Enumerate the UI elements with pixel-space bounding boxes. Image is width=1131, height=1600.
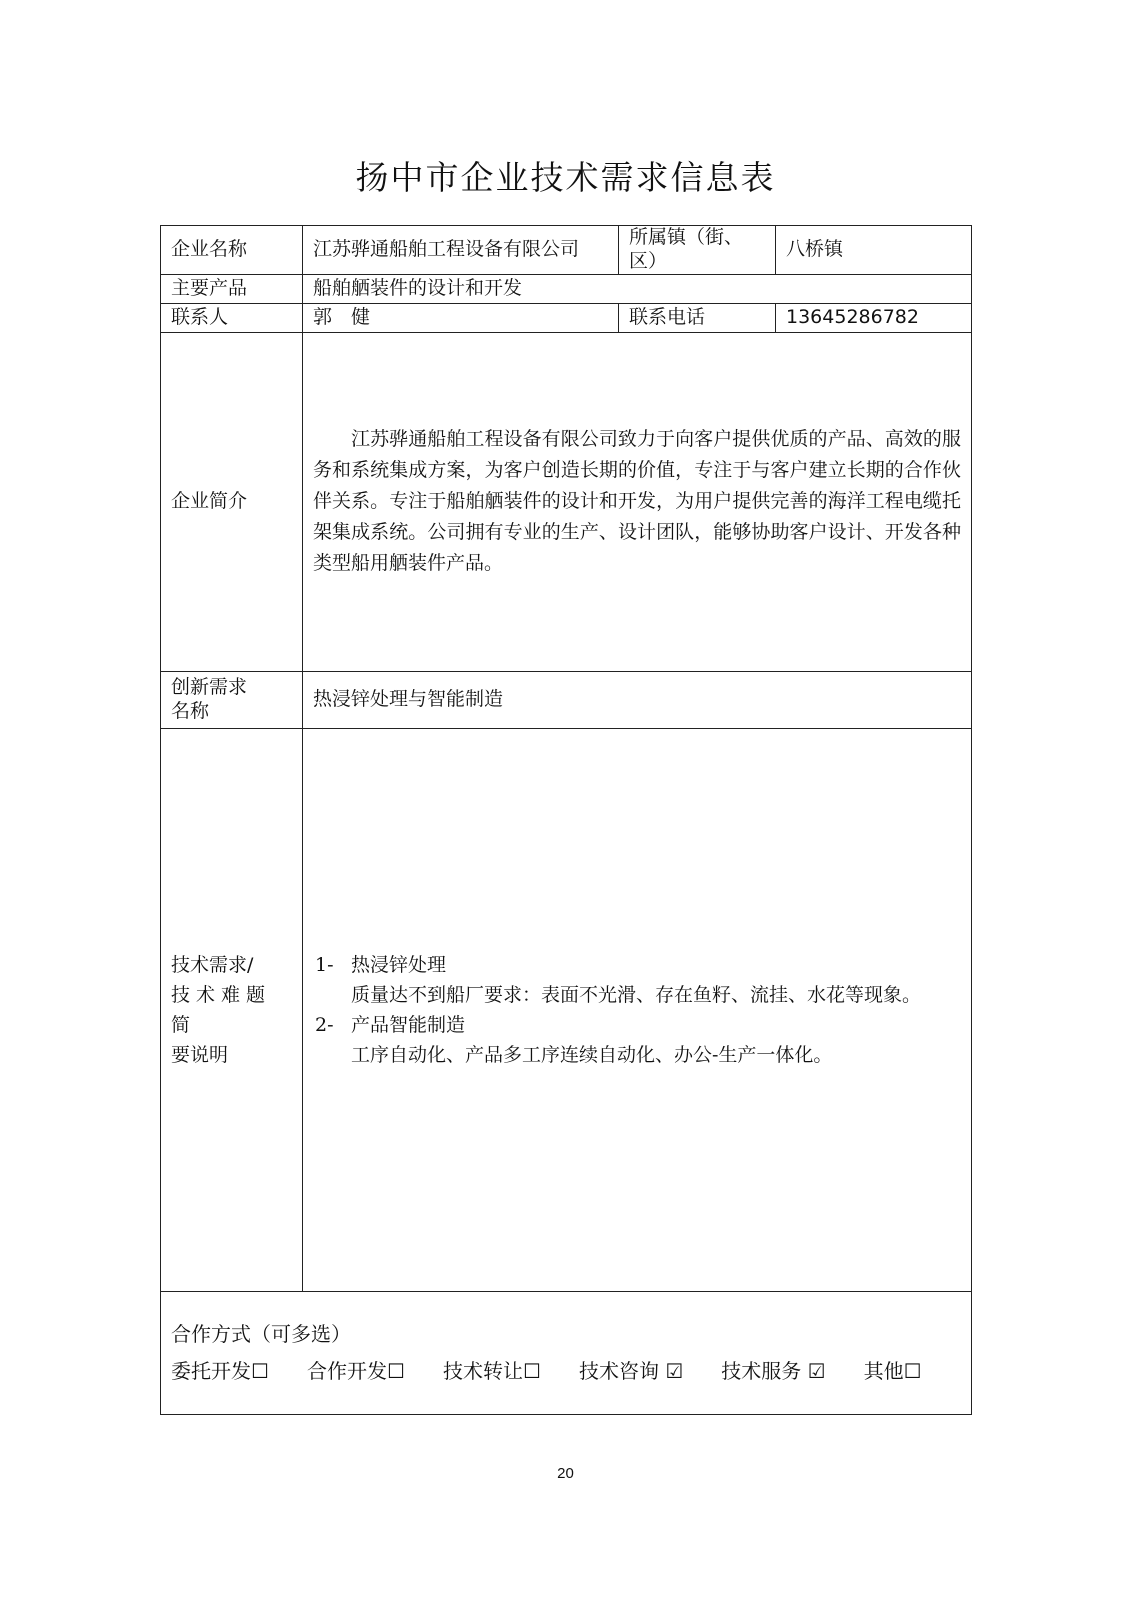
row-intro bbox=[161, 332, 972, 671]
option-label: 技术转让 bbox=[442, 1358, 523, 1383]
row-tech bbox=[161, 728, 972, 1291]
value-main-products: 船舶舾装件的设计和开发 bbox=[303, 274, 972, 303]
tech-item-number: 1- bbox=[315, 953, 334, 976]
value-contact: 郭 健 bbox=[303, 303, 619, 332]
row-cooperation bbox=[161, 1291, 972, 1414]
label-tech-line2: 技术难题简 bbox=[171, 983, 272, 1036]
label-phone: 联系电话 bbox=[619, 303, 776, 332]
checkbox-empty-icon[interactable]: ☐ bbox=[522, 1358, 541, 1383]
label-tech bbox=[161, 728, 303, 1291]
page-number: 20 bbox=[557, 1465, 574, 1482]
label-main-products: 主要产品 bbox=[161, 274, 303, 303]
label-demand-name bbox=[161, 671, 303, 728]
option-tech-service[interactable] bbox=[721, 1359, 825, 1383]
checkbox-empty-icon[interactable]: ☐ bbox=[386, 1358, 405, 1383]
tech-item-title: 产品智能制造 bbox=[351, 1013, 466, 1036]
checkbox-checked-icon[interactable]: ☑ bbox=[665, 1358, 684, 1383]
option-label: 委托开发 bbox=[171, 1358, 251, 1383]
cooperation-cell bbox=[161, 1291, 972, 1414]
checkbox-empty-icon[interactable]: ☐ bbox=[251, 1358, 269, 1383]
checkbox-empty-icon[interactable]: ☐ bbox=[903, 1358, 922, 1383]
option-commissioned-dev[interactable] bbox=[171, 1359, 269, 1383]
row-demand-name bbox=[161, 671, 972, 728]
option-label: 技术服务 bbox=[721, 1358, 802, 1383]
info-table bbox=[160, 225, 972, 1415]
value-company-name: 江苏骅通船舶工程设备有限公司 bbox=[303, 226, 619, 275]
option-label: 合作开发 bbox=[306, 1358, 387, 1383]
row-company bbox=[161, 226, 972, 275]
label-demand-name-line1: 创新需求 bbox=[171, 675, 248, 698]
option-cooperative-dev[interactable] bbox=[307, 1359, 405, 1383]
cooperation-title: 合作方式（可多选） bbox=[171, 1321, 351, 1346]
value-phone: 13645286782 bbox=[776, 303, 972, 332]
tech-item-detail: 工序自动化、产品多工序连续自动化、办公-生产一体化。 bbox=[351, 1043, 833, 1066]
tech-item-1 bbox=[315, 950, 961, 1010]
tech-item-title: 热浸锌处理 bbox=[351, 953, 447, 976]
tech-cell bbox=[303, 728, 972, 1291]
value-town: 八桥镇 bbox=[776, 226, 972, 275]
checkbox-checked-icon[interactable]: ☑ bbox=[807, 1358, 826, 1383]
value-demand-name: 热浸锌处理与智能制造 bbox=[303, 671, 972, 728]
option-other[interactable] bbox=[864, 1359, 922, 1383]
tech-item-detail: 质量达不到船厂要求：表面不光滑、存在鱼籽、流挂、水花等现象。 bbox=[351, 983, 922, 1006]
label-intro: 企业简介 bbox=[161, 332, 303, 671]
label-company-name: 企业名称 bbox=[161, 226, 303, 275]
label-town: 所属镇（街、区） bbox=[619, 226, 776, 275]
tech-item-number: 2- bbox=[315, 1013, 334, 1036]
row-contact bbox=[161, 303, 972, 332]
cooperation-options bbox=[171, 1359, 961, 1385]
label-tech-line1: 技术需求/ bbox=[171, 953, 254, 976]
tech-list bbox=[313, 950, 961, 1070]
option-label: 其他 bbox=[863, 1358, 904, 1383]
option-label: 技术咨询 bbox=[578, 1358, 659, 1383]
option-tech-transfer[interactable] bbox=[443, 1359, 541, 1383]
tech-item-2 bbox=[315, 1010, 961, 1070]
intro-text: 江苏骅通船舶工程设备有限公司致力于向客户提供优质的产品、高效的服务和系统集成方案，为客户创造长期的价值，专注于与客户建立长期的合作伙伴关系。专注于船舶舾装件的设计和开发，为用户提供完善的海洋工程电缆托架集成系统。公司拥有专业的生产、设计团队，能够协助客户设计、开发各种类型船用舾装件产品。 bbox=[313, 428, 961, 574]
row-products bbox=[161, 274, 972, 303]
label-contact: 联系人 bbox=[161, 303, 303, 332]
label-tech-line3: 要说明 bbox=[171, 1043, 229, 1066]
page-title: 扬中市企业技术需求信息表 bbox=[355, 158, 776, 197]
option-tech-consulting[interactable] bbox=[579, 1359, 683, 1383]
intro-cell bbox=[303, 332, 972, 671]
label-demand-name-line2: 名称 bbox=[171, 699, 210, 722]
